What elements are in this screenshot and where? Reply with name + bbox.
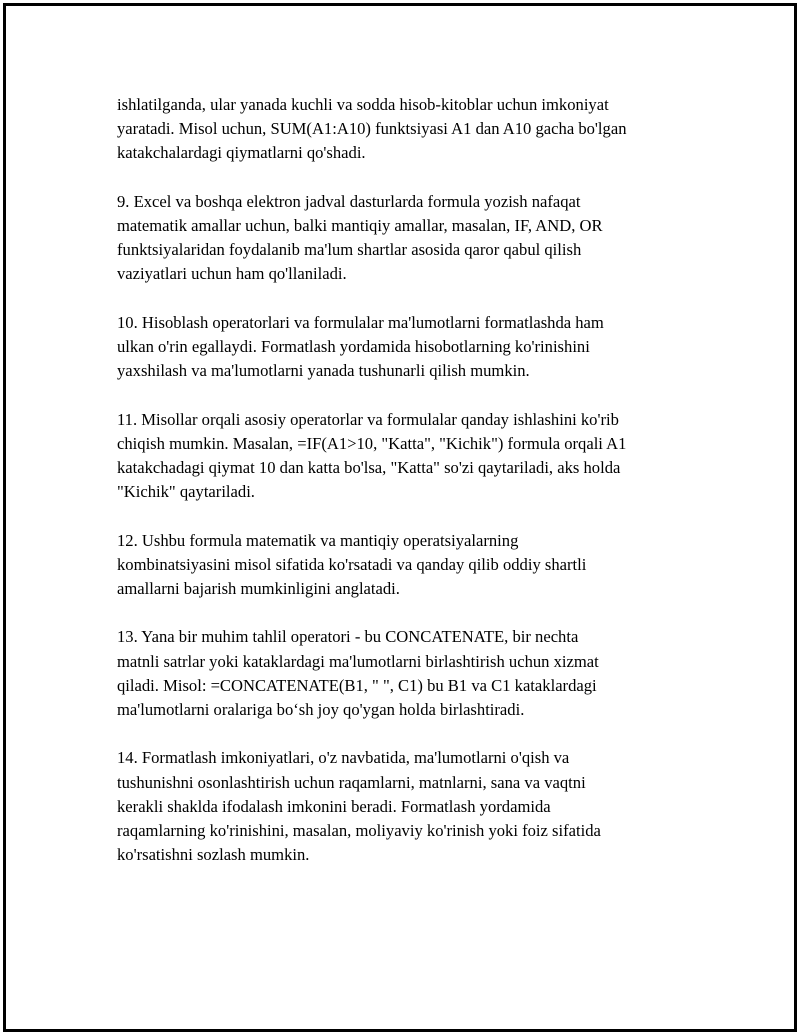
paragraph-12 xyxy=(117,529,687,602)
text-line: 10. Hisoblash operatorlari va formulalar ma'lumotlarni formatlashda ham xyxy=(117,312,604,332)
text-line: ulkan o'rin egallaydi. Formatlash yordamida hisobotlarning ko'rinishini xyxy=(117,337,590,356)
paragraph-13 xyxy=(117,625,687,722)
text-line: 12. Ushbu formula matematik va mantiqiy operatsiyalarning xyxy=(117,530,519,550)
text-line: 9. Excel va boshqa elektron jadval dasturlarda formula yozish nafaqat xyxy=(117,191,581,211)
paragraph-10 xyxy=(117,311,687,384)
text-line: matnli satrlar yoki kataklardagi ma'lumotlarni birlashtirish uchun xizmat xyxy=(117,651,599,671)
text-line: funktsiyalaridan foydalanib ma'lum shartlar asosida qaror qabul qilish xyxy=(117,240,582,260)
text-line: 11. Misollar orqali asosiy operatorlar va formulalar qanday ishlashini ko'rib xyxy=(117,409,619,429)
text-line: 14. Formatlash imkoniyatlari, o'z navbatida, ma'lumotlarni o'qish va xyxy=(117,748,570,768)
paragraph-9 xyxy=(117,190,687,287)
text-line: ko'rsatishni sozlash mumkin. xyxy=(117,845,310,865)
text-line: matematik amallar uchun, balki mantiqiy amallar, masalan, IF, AND, OR xyxy=(117,216,603,235)
text-line: kerakli shaklda ifodalash imkonini beradi. Formatlash yordamida xyxy=(117,796,551,816)
text-line: ma'lumotlarni oralariga bo‘sh joy qo'ygan holda birlashtiradi. xyxy=(117,700,525,719)
text-line: tushunishni osonlashtirish uchun raqamlarni, matnlarni, sana va vaqtni xyxy=(117,772,586,792)
text-line: "Kichik" qaytariladi. xyxy=(117,482,255,502)
document-body xyxy=(117,93,687,892)
text-line: amallarni bajarish mumkinligini anglatadi. xyxy=(117,579,400,598)
text-line: chiqish mumkin. Masalan, =IF(A1>10, "Katta", "Kichik") formula orqali A1 xyxy=(117,433,627,453)
paragraph-11 xyxy=(117,408,687,505)
text-line: qiladi. Misol: =CONCATENATE(B1, " ", C1) bu B1 va C1 kataklardagi xyxy=(117,675,597,695)
text-line: vaziyatlari uchun ham qo'llaniladi. xyxy=(117,264,347,284)
paragraph-continuation xyxy=(117,93,687,166)
text-line: yaxshilash va ma'lumotlarni yanada tushunarli qilish mumkin. xyxy=(117,361,530,381)
text-line: katakchalardagi qiymatlarni qo'shadi. xyxy=(117,143,366,163)
text-line: raqamlarning ko'rinishini, masalan, moliyaviy ko'rinish yoki foiz sifatida xyxy=(117,821,601,840)
text-line: ishlatilganda, ular yanada kuchli va sodda hisob-kitoblar uchun imkoniyat xyxy=(117,95,609,114)
text-line: yaratadi. Misol uchun, SUM(A1:A10) funktsiyasi A1 dan A10 gacha bo'lgan xyxy=(117,119,627,139)
text-line: katakchadagi qiymat 10 dan katta bo'lsa, "Katta" so'zi qaytariladi, aks holda xyxy=(117,458,621,477)
text-line: kombinatsiyasini misol sifatida ko'rsatadi va qanday qilib oddiy shartli xyxy=(117,554,587,574)
paragraph-14 xyxy=(117,746,687,867)
text-line: 13. Yana bir muhim tahlil operatori - bu CONCATENATE, bir nechta xyxy=(117,627,579,647)
